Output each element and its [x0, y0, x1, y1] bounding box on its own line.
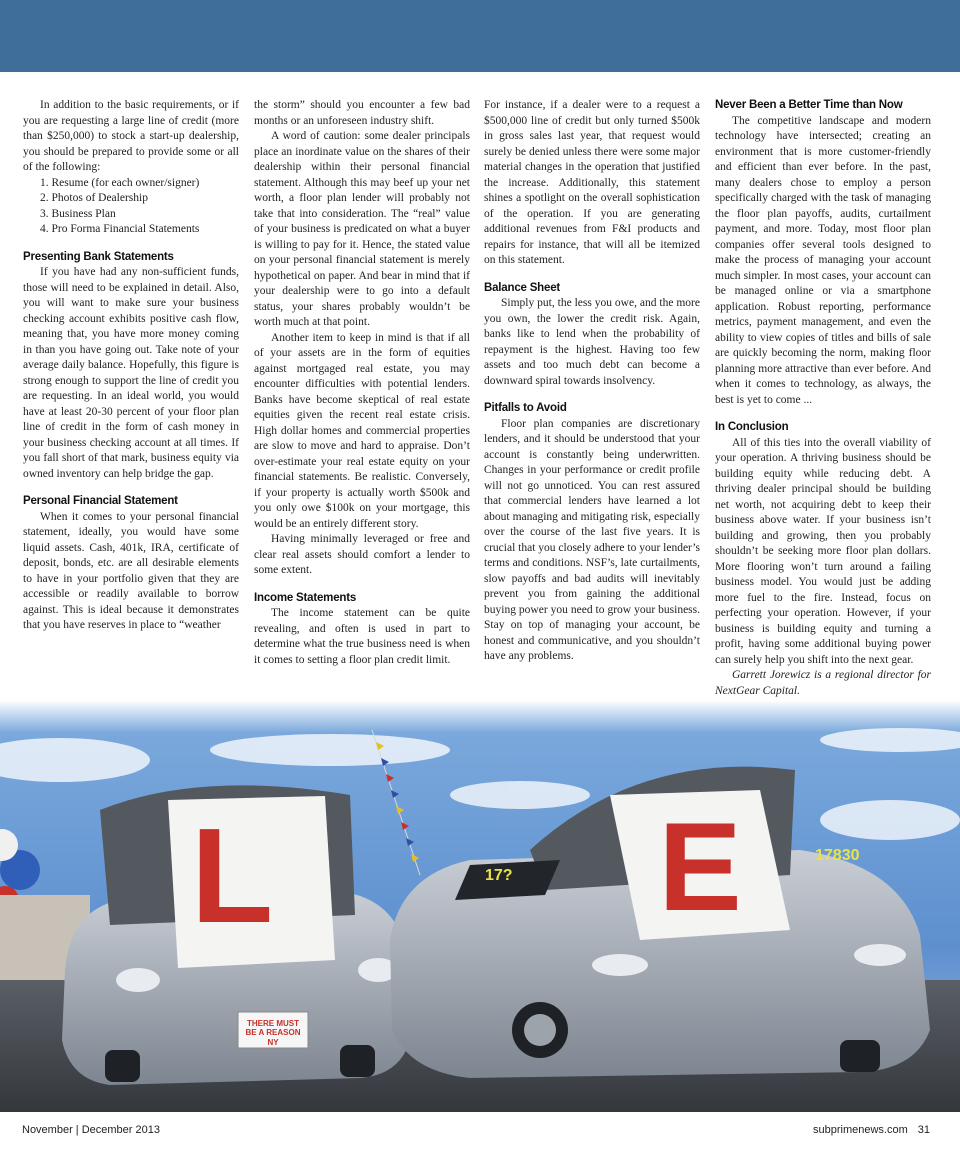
paragraph: All of this ties into the overall viability of your operation. A thriving business should be building equity while reducing debt. A thriving dealer principal should be building net worth, not acquiring debt to keep their business above water. If your business isn’t building and growing, then you probably shouldn’t be seeking more floor plan dollars. More flooring won’t turn around a failing business model. You would just be adding more fuel to the fire. Instead, focus on perfecting your operation. However, if your business is building equity and turning a profit, having some additional buying power can surely help you shift into the next gear.: [715, 436, 931, 666]
header-bar: [0, 0, 960, 72]
paragraph: Floor plan companies are discretionary lenders, and it should be understood that your account is constantly being underwritten. Changes in your performance or credit profile will not go unnoticed. You can rest assured that commercial lenders have learned a lot about managing and mitigating risk, especially over the course of the last five years. It is crucial that you closely adhere to your lender’s terms and conditions. NSF’s, late curtailments, slow payoffs and bad audits will inevitably prevent you from gaining the additional buying power you need to grow your business. Stay on top of managing your account, be honest and communicative, and you shouldn’t have any problems.: [484, 417, 700, 662]
article-column-1: [23, 98, 239, 634]
section-heading: Pitfalls to Avoid: [484, 402, 567, 414]
article-column-2: [254, 98, 470, 668]
plate-text: THERE MUST: [247, 1019, 299, 1028]
section-heading: Income Statements: [254, 591, 357, 604]
plate-text: NY: [267, 1038, 279, 1047]
section-heading: Presenting Bank Statements: [23, 250, 174, 263]
plate-text: BE A REASON: [245, 1028, 301, 1037]
website: subprimenews.com: [812, 1124, 908, 1136]
paragraph: When it comes to your personal financial statement, ideally, you would have some liquid assets. Cash, 401k, IRA, certificate of deposit, bonds, etc. are all desirable elements to have in your portfolio given that they are accessible or readily available to borrow against. This is ideal because it demonstrates that you have reserves in place to “weather: [23, 510, 239, 631]
list-item: 2. Photos of Dealership: [40, 192, 148, 204]
price-sticker: 17?: [485, 867, 513, 884]
article-column-4: [715, 98, 931, 699]
section-heading: Personal Financial Statement: [23, 495, 178, 507]
paragraph: Another item to keep in mind is that if all of your assets are in the form of equities against mortgaged real estate, you may encounter difficulties with potential lenders. Banks have become skeptical of real estate equities given the recent real estate crisis. High dollar homes and commercial properties are slow to move and hard to appraise. Don’t over-estimate your real estate equity on your financial statements. Be realistic. Conversely, if your property is actually worth $500k and you only owe $100k on your mortgage, this would be an entirely different story.: [254, 331, 470, 530]
footer-right: [803, 1124, 930, 1136]
plate-left: [238, 1012, 308, 1048]
paragraph: For instance, if a dealer were to a request a $500,000 line of credit but only turned $500k in gross sales last year, that request would surely be denied unless there were some major material changes in the operation that justified the increase. Additionally, this statement shines a spotlight on the overall sophistication of the operation. If you are generating additional revenues from F&I products and repairs for instance, that will all be itemized on this statement.: [484, 99, 700, 266]
sign-right: [610, 790, 790, 940]
author-byline: Garrett Jorewicz is a regional director for NextGear Capital.: [715, 669, 931, 697]
paragraph: The income statement can be quite revealing, and often is used in part to determine what the true business need is when it comes to setting a floor plan credit limit.: [254, 607, 470, 666]
list-item: 4. Pro Forma Financial Statements: [40, 223, 200, 235]
page-footer: [0, 1112, 960, 1149]
requirements-list: [23, 176, 239, 238]
sign-left: [168, 796, 335, 968]
paragraph: The competitive landscape and modern technology have intersected; creating an environment that is more customer-friendly and efficient than ever before. In the past, many dealers chose to employ a person specifically charged with the task of managing the floor plan payoffs, audits, curtailment payment, and more. Today, most floor plan companies offer several tools designed to make the process of managing your account much simpler. In most cases, your account can be managed online or via a smartphone application. Robust reporting, performance metrics, payment management, and even the ability to view copies of titles and bills of sale are quickly becoming the norm, making floor planning more attractive than ever before. And when it comes to technology, as always, the best is yet to come ...: [715, 114, 931, 406]
paragraph: In addition to the basic requirements, or if you are requesting a large line of credit (more than $250,000) to stock a start-up dealership, you should be prepared to provide some or all of the following:: [23, 99, 239, 173]
section-heading: In Conclusion: [715, 421, 789, 433]
page-number: 31: [917, 1124, 930, 1136]
article-column-3: [484, 98, 700, 665]
list-item: 1. Resume (for each owner/signer): [40, 176, 200, 189]
sign-letter-l: L: [190, 800, 274, 951]
paragraph: A word of caution: some dealer principals place an inordinate value on the shares of their dealership within their personal financial statement. Although this may beef up your net worth, a floor plan lender will probably not take that into consideration. The “real” value of your business is predicated on what a buyer is willing to pay for it. Hence, the stated value on your personal financial statement is merely hypothetical on paper. And bear in mind that if your dealership were to go into a default status, your shares probably wouldn’t be worth much at that point.: [254, 130, 470, 328]
section-heading: Never Been a Better Time than Now: [715, 99, 903, 111]
paragraph: the storm” should you encounter a few bad months or an unforeseen industry shift.: [254, 99, 470, 127]
paragraph: If you have had any non-sufficient funds, those will need to be explained in detail. Also, you will want to make sure your business checking account exhibits positive cash flow, meaning that, you have more money coming in than you have going out. Take note of your average daily balance. Hopefully, this figure is strong enough to support the line of credit you are requesting. In an ideal world, you would have at least 20-30 percent of your floor plan line of credit in the form of cash money in your business checking account at all times. If you fall short of that mark, business equity via owned inventory can help bridge the gap.: [23, 266, 239, 480]
issue-date: November | December 2013: [22, 1124, 160, 1136]
sign-letter-e: E: [658, 798, 742, 937]
price-sticker: 17830: [815, 847, 860, 864]
section-heading: Balance Sheet: [484, 281, 561, 294]
paragraph: Having minimally leveraged or free and clear real assets should comfort a lender to some extent.: [254, 533, 470, 576]
paragraph: Simply put, the less you owe, and the more you own, the lower the credit risk. Again, banks like to lend when the probability of repayment is the highest. Having too few assets and too much debt can become a downward spiral towards insolvency.: [484, 297, 700, 387]
car-lot-photo: [0, 700, 960, 1112]
list-item: 3. Business Plan: [40, 207, 116, 220]
